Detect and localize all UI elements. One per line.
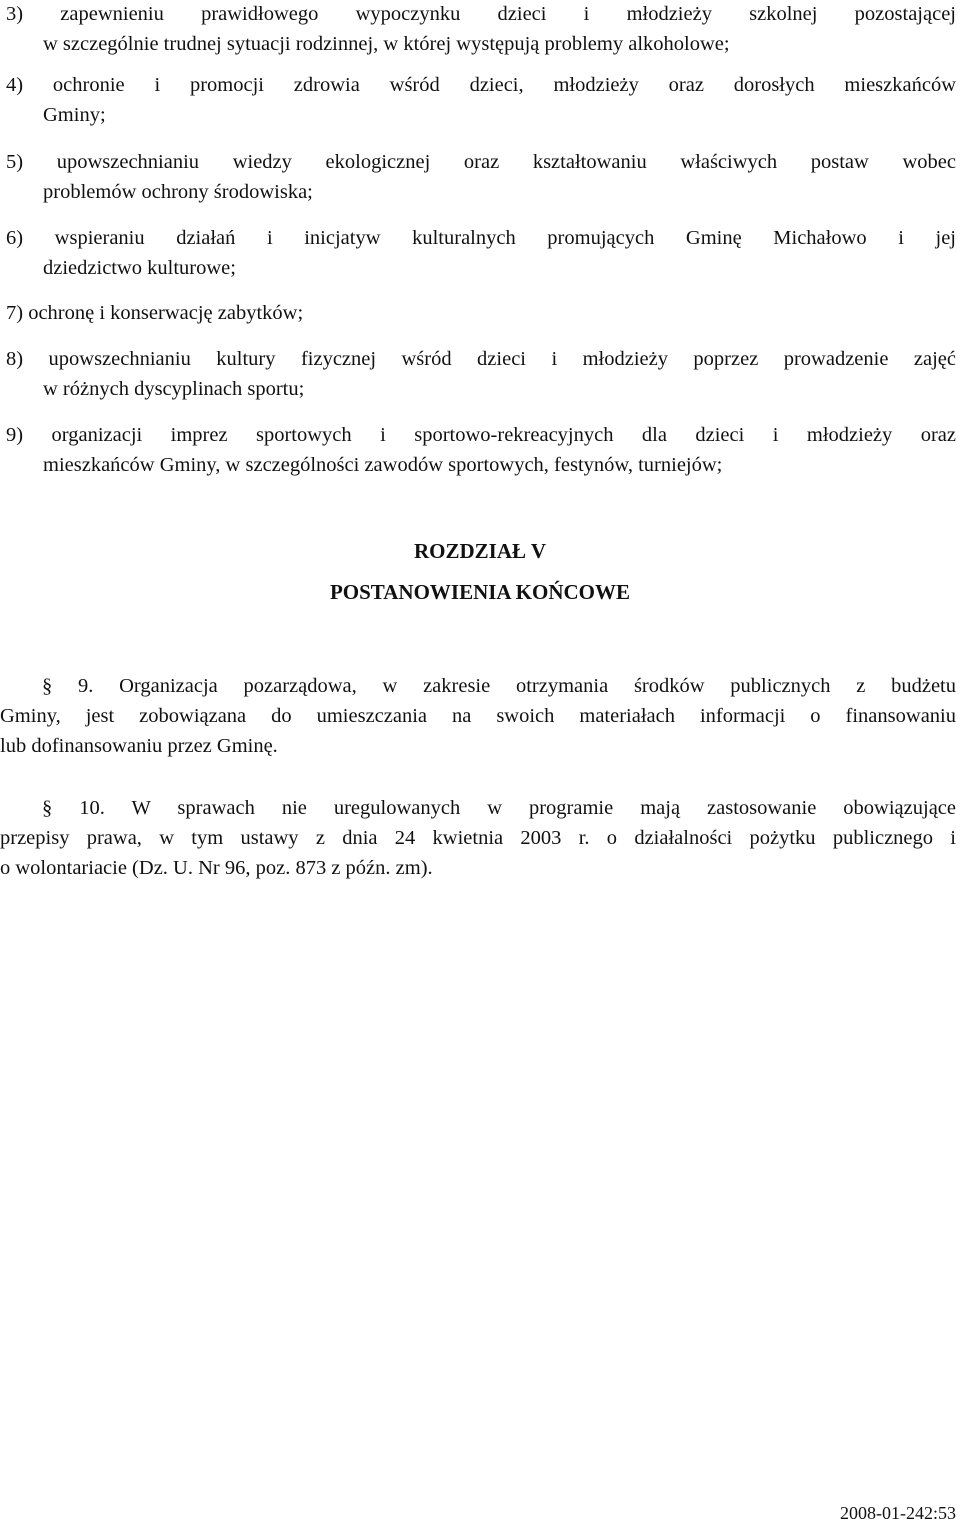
list-item-7 — [6, 298, 956, 328]
chapter-title: ROZDZIAŁ V — [413, 539, 547, 563]
paragraph-line: lub dofinansowaniu przez Gminę. — [0, 735, 278, 757]
list-item-line: 7) ochronę i konserwację zabytków; — [6, 302, 304, 324]
list-item-3 — [6, 0, 956, 59]
list-item-line: 8) upowszechnianiu kultury fizycznej wśród dzieci i młodzieży poprzez prowadzenie zajęć — [6, 348, 956, 370]
list-item-line: 3) zapewnieniu prawidłowego wypoczynku dzieci i młodzieży szkolnej pozostającej — [6, 3, 956, 25]
list-item-line: 9) organizacji imprez sportowych i sportowo-rekreacyjnych dla dzieci i młodzieży oraz — [6, 424, 956, 446]
list-item-4 — [6, 70, 956, 130]
list-item-line: Gminy; — [43, 104, 106, 126]
list-item-line: problemów ochrony środowiska; — [43, 181, 313, 203]
list-item-line: w szczególnie trudnej sytuacji rodzinnej, w której występują problemy alkoholowe; — [43, 33, 730, 55]
list-item-5 — [6, 147, 956, 207]
footer-timestamp: 2008-01-242:53 — [840, 1503, 956, 1523]
chapter-subtitle: POSTANOWIENIA KOŃCOWE — [329, 580, 631, 604]
paragraph-line: o wolontariacie (Dz. U. Nr 96, poz. 873 z późn. zm). — [0, 857, 433, 879]
list-item-line: 5) upowszechnianiu wiedzy ekologicznej oraz kształtowaniu właściwych postaw wobec — [6, 151, 956, 173]
paragraph-line: § 9. Organizacja pozarządowa, w zakresie otrzymania środków publicznych z budżetu — [42, 675, 956, 697]
list-item-9 — [6, 420, 956, 480]
list-item-line: 4) ochronie i promocji zdrowia wśród dzieci, młodzieży oraz dorosłych mieszkańców — [6, 74, 956, 96]
paragraph-10 — [0, 793, 956, 883]
list-item-line: mieszkańców Gminy, w szczególności zawodów sportowych, festynów, turniejów; — [43, 454, 723, 476]
paragraph-9 — [0, 671, 956, 761]
list-item-line: 6) wspieraniu działań i inicjatyw kulturalnych promujących Gminę Michałowo i jej — [6, 227, 956, 249]
paragraph-line: przepisy prawa, w tym ustawy z dnia 24 kwietnia 2003 r. o działalności pożytku publicznego i — [0, 827, 956, 849]
paragraph-line: § 10. W sprawach nie uregulowanych w programie mają zastosowanie obowiązujące — [42, 797, 956, 819]
list-item-6 — [6, 223, 956, 283]
list-item-line: w różnych dyscyplinach sportu; — [43, 378, 305, 400]
list-item-line: dziedzictwo kulturowe; — [43, 257, 236, 279]
list-item-8 — [6, 344, 956, 404]
paragraph-line: Gminy, jest zobowiązana do umieszczania na swoich materiałach informacji o finansowaniu — [0, 705, 956, 727]
